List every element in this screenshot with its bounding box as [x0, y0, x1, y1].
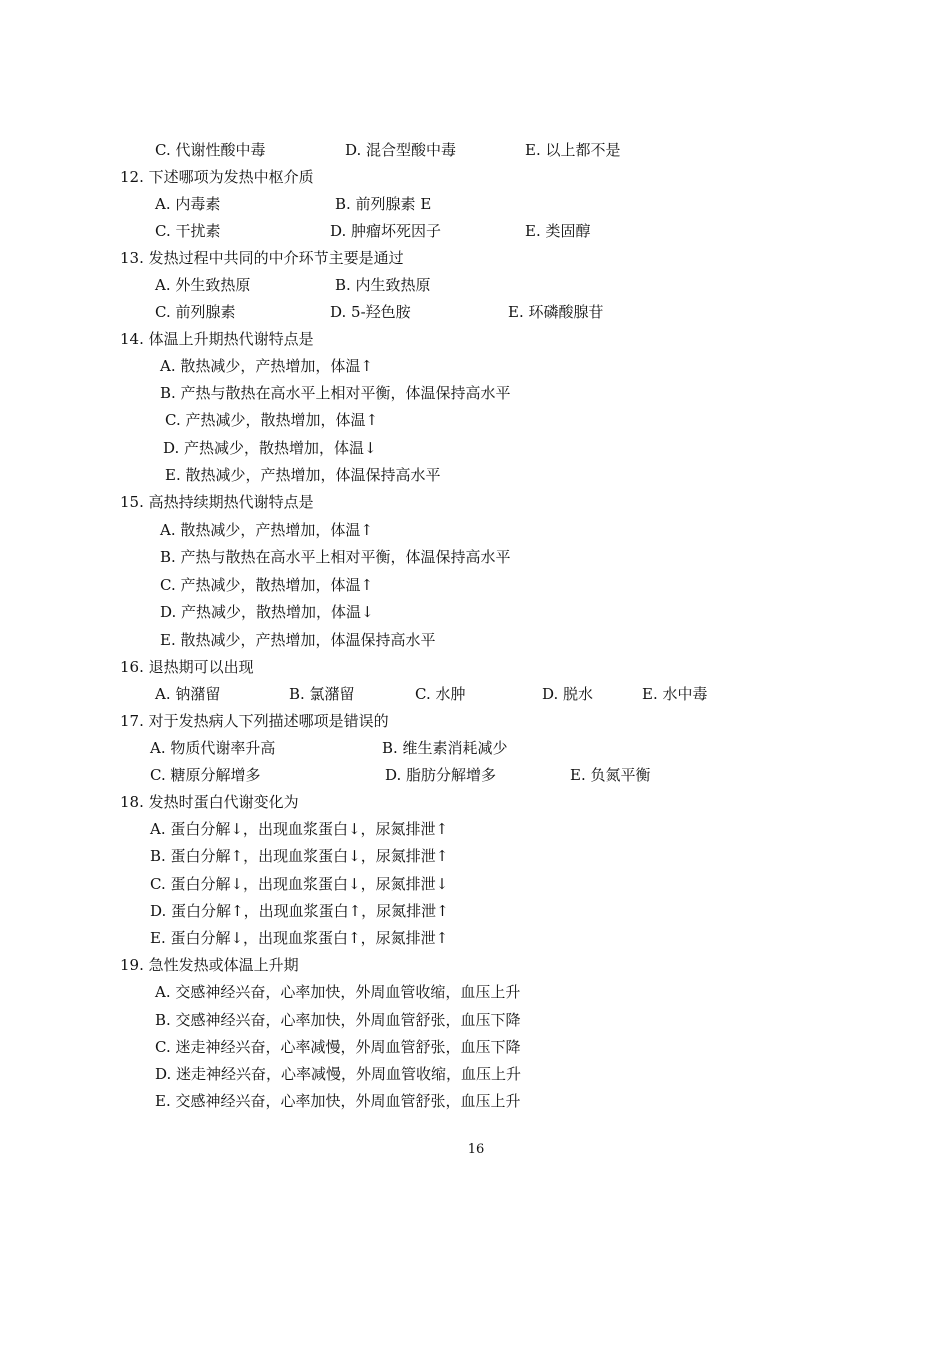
option-text: E. 交感神经兴奋，心率加快，外周血管舒张，血压上升: [155, 1092, 521, 1110]
option-text: B. 氯潴留: [289, 685, 355, 703]
question-stem: [0, 953, 952, 977]
option-text: B. 维生素消耗减少: [382, 739, 508, 757]
option-text: C. 水肿: [415, 685, 466, 703]
option-text: D. 混合型酸中毒: [345, 141, 457, 159]
option-text: A. 散热减少，产热增加，体温↑: [160, 521, 373, 539]
option-text: E. 以上都不是: [525, 141, 621, 159]
option-text: E. 类固醇: [525, 222, 591, 240]
option-row: [0, 436, 952, 460]
option-row: [0, 192, 952, 216]
option-row: [0, 300, 952, 324]
option-row: [0, 1062, 952, 1086]
option-row: [0, 980, 952, 1004]
option-text: E. 水中毒: [642, 685, 708, 703]
option-text: A. 外生致热原: [155, 276, 251, 294]
question-stem: [0, 790, 952, 814]
option-row: [0, 682, 952, 706]
option-row: [0, 872, 952, 896]
option-row: [0, 518, 952, 542]
option-text: B. 产热与散热在高水平上相对平衡，体温保持高水平: [160, 548, 511, 566]
option-text: C. 产热减少，散热增加，体温↑: [165, 411, 379, 429]
option-text: E. 散热减少，产热增加，体温保持高水平: [165, 466, 441, 484]
question-text: 19. 急性发热或体温上升期: [120, 956, 299, 974]
option-row: [0, 408, 952, 432]
option-text: C. 糖原分解增多: [150, 766, 261, 784]
option-text: B. 产热与散热在高水平上相对平衡，体温保持高水平: [160, 384, 511, 402]
option-row: [0, 817, 952, 841]
option-row: [0, 1089, 952, 1113]
option-text: D. 肿瘤坏死因子: [330, 222, 442, 240]
option-row: [0, 736, 952, 760]
option-text: E. 负氮平衡: [570, 766, 651, 784]
option-row: [0, 1008, 952, 1032]
option-row: [0, 844, 952, 868]
option-row: [0, 1035, 952, 1059]
question-stem: [0, 655, 952, 679]
option-text: A. 钠潴留: [155, 685, 221, 703]
question-stem: [0, 246, 952, 270]
question-text: 17. 对于发热病人下列描述哪项是错误的: [120, 712, 389, 730]
question-stem: [0, 327, 952, 351]
question-text: 18. 发热时蛋白代谢变化为: [120, 793, 299, 811]
question-text: 16. 退热期可以出现: [120, 658, 254, 676]
option-text: A. 物质代谢率升高: [150, 739, 276, 757]
option-row: [0, 138, 952, 162]
question-stem: [0, 709, 952, 733]
option-text: A. 蛋白分解↓，出现血浆蛋白↓，尿氮排泄↑: [150, 820, 449, 838]
option-text: C. 迷走神经兴奋，心率减慢，外周血管舒张，血压下降: [155, 1038, 521, 1056]
option-row: [0, 628, 952, 652]
option-text: D. 产热减少，散热增加，体温↓: [160, 603, 374, 621]
option-row: [0, 926, 952, 950]
option-text: B. 交感神经兴奋，心率加快，外周血管舒张，血压下降: [155, 1011, 521, 1029]
option-text: C. 蛋白分解↓，出现血浆蛋白↓，尿氮排泄↓: [150, 875, 449, 893]
option-row: [0, 573, 952, 597]
option-text: D. 脱水: [542, 685, 594, 703]
option-text: C. 产热减少，散热增加，体温↑: [160, 576, 374, 594]
question-text: 15. 高热持续期热代谢特点是: [120, 493, 314, 511]
question-text: 14. 体温上升期热代谢特点是: [120, 330, 314, 348]
option-text: A. 内毒素: [155, 195, 221, 213]
page-number: 16: [467, 1142, 485, 1157]
option-row: [0, 219, 952, 243]
option-text: B. 内生致热原: [335, 276, 431, 294]
option-text: D. 5-羟色胺: [330, 303, 411, 321]
question-stem: [0, 165, 952, 189]
option-row: [0, 600, 952, 624]
option-row: [0, 545, 952, 569]
option-row: [0, 273, 952, 297]
option-text: D. 脂肪分解增多: [385, 766, 497, 784]
question-stem: [0, 490, 952, 514]
option-text: E. 散热减少，产热增加，体温保持高水平: [160, 631, 436, 649]
option-text: D. 迷走神经兴奋，心率减慢，外周血管收缩，血压上升: [155, 1065, 522, 1083]
option-row: [0, 899, 952, 923]
option-row: [0, 763, 952, 787]
option-text: C. 前列腺素: [155, 303, 236, 321]
option-text: A. 交感神经兴奋，心率加快，外周血管收缩，血压上升: [155, 983, 521, 1001]
option-row: [0, 354, 952, 378]
question-text: 12. 下述哪项为发热中枢介质: [120, 168, 314, 186]
option-row: [0, 381, 952, 405]
option-text: E. 环磷酸腺苷: [508, 303, 604, 321]
question-text: 13. 发热过程中共同的中介环节主要是通过: [120, 249, 404, 267]
option-text: D. 蛋白分解↑，出现血浆蛋白↑，尿氮排泄↑: [150, 902, 449, 920]
option-text: A. 散热减少，产热增加，体温↑: [160, 357, 373, 375]
option-text: B. 蛋白分解↑，出现血浆蛋白↓，尿氮排泄↑: [150, 847, 449, 865]
option-text: C. 代谢性酸中毒: [155, 141, 266, 159]
option-text: D. 产热减少，散热增加，体温↓: [163, 439, 377, 457]
option-text: E. 蛋白分解↓，出现血浆蛋白↑，尿氮排泄↑: [150, 929, 449, 947]
option-row: [0, 463, 952, 487]
option-text: C. 干扰素: [155, 222, 221, 240]
option-text: B. 前列腺素 E: [335, 195, 432, 213]
